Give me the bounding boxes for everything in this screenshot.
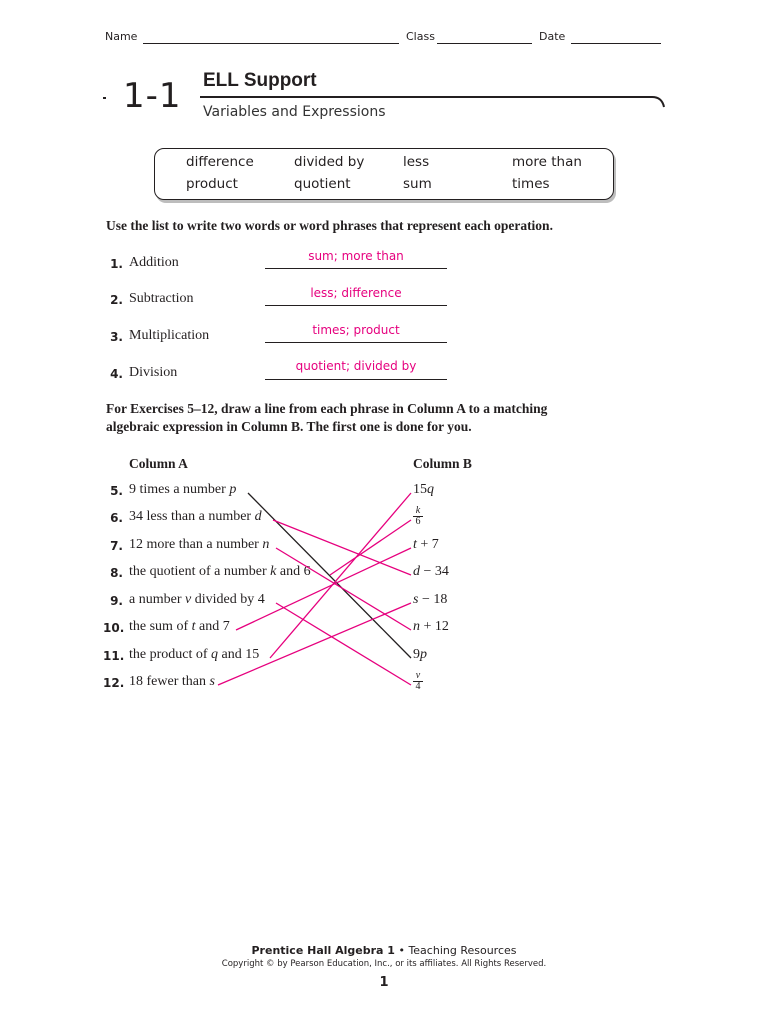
word-bank-item: times — [512, 176, 550, 192]
item-number: 6. — [110, 511, 123, 525]
phrase-part: 34 less than a number — [129, 509, 255, 524]
page-subtitle: Variables and Expressions — [203, 104, 386, 120]
answer-text: sum; more than — [308, 249, 404, 263]
question-number: 1. — [110, 257, 123, 271]
question-text: Addition — [129, 255, 179, 270]
lesson-number: 1-1 — [123, 76, 182, 116]
item-number: 11. — [103, 649, 125, 663]
phrase-variable: d — [254, 509, 262, 524]
item-number: 12. — [103, 676, 125, 690]
phrase-part: 18 fewer than — [129, 674, 210, 689]
fraction-denominator: 4 — [415, 681, 421, 692]
word-bank-item: less — [403, 154, 430, 170]
phrase-part: a number — [129, 592, 185, 607]
expr-part: + 12 — [420, 619, 449, 634]
page-number: 1 — [379, 975, 389, 990]
expr-part: − 34 — [420, 564, 449, 579]
column-a-header: Column A — [129, 456, 188, 471]
phrase-variable: v — [184, 592, 192, 607]
item-number: 7. — [110, 539, 123, 553]
expr-variable: t — [413, 537, 417, 552]
phrase-variable: k — [270, 564, 277, 579]
expr-variable: p — [420, 647, 427, 662]
phrase-part: and 15 — [218, 647, 260, 662]
answer-match-line — [276, 603, 411, 685]
fraction-denominator: 6 — [415, 516, 421, 527]
footer-bullet: • — [394, 944, 409, 957]
expr-variable: d — [413, 564, 420, 579]
part1-instruction: Use the list to write two words or word phrases that represent each operation. — [106, 218, 553, 233]
expr-part: + 7 — [416, 537, 439, 552]
question-text: Division — [129, 365, 178, 380]
part2-instruction-line1: For Exercises 5–12, draw a line from each phrase in Column A to a matching — [106, 401, 548, 416]
fraction-numerator: v — [415, 670, 421, 681]
question-text: Subtraction — [129, 291, 194, 306]
column-b-header: Column B — [413, 456, 472, 471]
phrase-part: 9 times a number — [129, 482, 230, 497]
question-text: Multiplication — [129, 328, 210, 343]
phrase-variable: p — [229, 482, 237, 497]
answer-match-line — [218, 603, 411, 685]
item-number: 9. — [110, 594, 123, 608]
expr-variable: n — [413, 619, 420, 634]
question-number: 2. — [110, 293, 123, 307]
answer-match-line — [276, 548, 411, 630]
phrase-part: divided by 4 — [191, 592, 265, 607]
question-number: 4. — [110, 367, 123, 381]
phrase-part: the quotient of a number — [129, 564, 271, 579]
question-number: 3. — [110, 330, 123, 344]
phrase-variable: s — [209, 674, 215, 689]
word-bank-item: divided by — [294, 154, 365, 170]
footer-book-name: Prentice Hall Algebra 1 — [251, 944, 395, 957]
expr-part: 9 — [413, 647, 420, 662]
phrase-variable: n — [262, 537, 270, 552]
phrase-part: and 7 — [195, 619, 230, 634]
phrase-variable: q — [211, 647, 219, 662]
example-match-line — [248, 493, 411, 658]
item-number: 5. — [110, 484, 123, 498]
name-label: Name — [105, 30, 138, 43]
word-bank-item: difference — [186, 154, 254, 170]
footer-copyright: Copyright © by Pearson Education, Inc., or its affiliates. All Rights Reserved. — [221, 959, 547, 969]
expr-part: − 18 — [418, 592, 448, 607]
phrase-variable: t — [191, 619, 196, 634]
phrase-part: the sum of — [129, 619, 192, 634]
word-bank-item: sum — [403, 176, 432, 192]
phrase-part: and 6 — [276, 564, 311, 579]
page-title: ELL Support — [203, 70, 317, 91]
item-number: 8. — [110, 566, 123, 580]
answer-text: less; difference — [310, 286, 402, 300]
word-bank-item: quotient — [294, 176, 351, 192]
expr-variable: q — [427, 482, 434, 497]
class-label: Class — [406, 30, 435, 43]
expr-variable: s — [413, 592, 419, 607]
word-bank-item: more than — [512, 154, 582, 170]
phrase-part: the product of — [129, 647, 212, 662]
footer-book-subtitle: Teaching Resources — [408, 944, 517, 957]
answer-text: quotient; divided by — [295, 359, 417, 373]
phrase-part: 12 more than a number — [129, 537, 263, 552]
fraction-numerator: k — [415, 505, 421, 516]
item-number: 10. — [103, 621, 125, 635]
date-label: Date — [539, 30, 566, 43]
word-bank-item: product — [186, 176, 238, 192]
answer-match-line — [236, 548, 411, 630]
expr-part: 15 — [413, 482, 427, 497]
part2-instruction-line2: algebraic expression in Column B. The first one is done for you. — [106, 419, 472, 434]
answer-text: times; product — [312, 323, 400, 337]
footer-book-title — [0, 944, 768, 957]
